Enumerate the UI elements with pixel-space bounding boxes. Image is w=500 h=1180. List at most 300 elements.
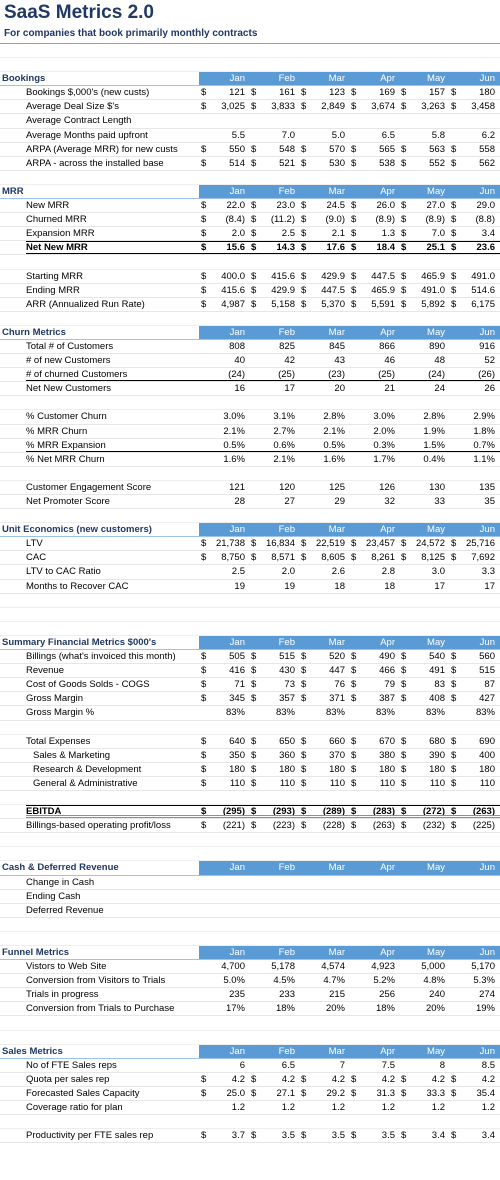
cell-value-mar[interactable]: 845 (329, 340, 345, 352)
cell-value-apr[interactable]: 4,923 (371, 961, 395, 973)
cell-value-may[interactable]: 8 (439, 1059, 445, 1071)
cell-value-may[interactable]: 465.9 (421, 270, 445, 282)
cell-value-feb[interactable]: 415.6 (271, 270, 295, 282)
cell-value-may[interactable]: 24 (434, 383, 445, 395)
cell-value-jan[interactable]: 16 (234, 383, 245, 395)
cell-value-feb[interactable]: 3.1% (273, 411, 295, 423)
cell-value-may[interactable]: (24) (428, 369, 445, 381)
cell-value-feb[interactable]: 17 (284, 383, 295, 395)
cell-value-may[interactable]: 3.4 (431, 1130, 445, 1142)
cell-value-apr[interactable]: 32 (384, 496, 395, 507)
cell-value-feb[interactable]: 180 (279, 763, 295, 775)
cell-value-jan[interactable]: 505 (229, 651, 245, 663)
cell-value-may[interactable]: 110 (429, 777, 445, 789)
cell-value-apr[interactable]: 2.0% (373, 425, 395, 437)
cell-value-jun[interactable]: 110 (479, 777, 495, 789)
cell-value-feb[interactable]: 825 (279, 340, 295, 352)
cell-value-feb[interactable]: 233 (279, 989, 295, 1001)
cell-value-jun[interactable]: 5,170 (471, 961, 495, 973)
cell-value-apr[interactable]: 169 (379, 87, 395, 99)
cell-value-mar[interactable]: 215 (329, 989, 345, 1001)
cell-value-mar[interactable]: 0.5% (323, 439, 345, 451)
cell-value-may[interactable]: 130 (429, 481, 445, 493)
cell-value-mar[interactable]: 20 (334, 383, 345, 395)
cell-value-feb[interactable]: 521 (279, 157, 295, 169)
cell-value-apr[interactable] (357, 114, 395, 128)
cell-value-mar[interactable]: (9.0) (325, 214, 345, 226)
cell-value-jan[interactable]: 2.1% (223, 425, 245, 437)
cell-value-may[interactable]: 17 (434, 580, 445, 592)
cell-value-jan[interactable]: 3.7 (231, 1130, 245, 1142)
cell-value-jun[interactable]: 17 (484, 580, 495, 592)
cell-value-jan[interactable]: 8,750 (221, 552, 245, 564)
cell-value-jan[interactable]: 28 (234, 496, 245, 507)
cell-value-apr[interactable]: 18 (384, 580, 395, 592)
cell-value-jun[interactable]: 135 (479, 481, 495, 493)
cell-value-jun[interactable]: 1.1% (473, 453, 495, 465)
cell-value-apr[interactable]: 7.5 (381, 1059, 395, 1071)
cell-value-jan[interactable] (207, 904, 245, 918)
cell-value-mar[interactable] (307, 114, 345, 128)
cell-value-may[interactable]: 180 (429, 763, 445, 775)
cell-value-feb[interactable]: 515 (279, 651, 295, 663)
cell-value-jun[interactable]: 29.0 (476, 200, 495, 212)
cell-value-jan[interactable]: 4,987 (221, 298, 245, 310)
cell-value-mar[interactable]: 1.2 (331, 1102, 345, 1114)
cell-value-jan[interactable]: 1.6% (223, 453, 245, 465)
cell-value-mar[interactable]: 22,519 (315, 538, 345, 550)
cell-value-jan[interactable]: 640 (229, 735, 245, 747)
cell-value-jun[interactable]: 4.2 (481, 1073, 495, 1085)
cell-value-apr[interactable]: (263) (372, 820, 395, 832)
cell-value-mar[interactable]: 17.6 (326, 242, 345, 254)
cell-value-may[interactable]: 1.2 (431, 1102, 445, 1114)
cell-value-jan[interactable]: 22.0 (226, 200, 245, 212)
cell-value-jun[interactable] (457, 114, 495, 128)
cell-value-mar[interactable]: 1.6% (323, 453, 345, 465)
cell-value-jan[interactable]: 121 (229, 87, 245, 99)
cell-value-may[interactable]: 1.9% (423, 425, 445, 437)
cell-value-mar[interactable]: 7 (339, 1059, 345, 1071)
cell-value-mar[interactable]: 447 (329, 665, 345, 677)
cell-value-jun[interactable]: 558 (479, 143, 495, 155)
cell-value-jun[interactable]: 87 (484, 679, 495, 691)
cell-value-mar[interactable]: 24.5 (326, 200, 345, 212)
cell-value-may[interactable]: 4.2 (431, 1073, 445, 1085)
cell-value-jun[interactable]: 274 (479, 989, 495, 1001)
cell-value-mar[interactable]: 43 (334, 355, 345, 367)
cell-value-mar[interactable]: 2.1% (323, 425, 345, 437)
cell-value-feb[interactable]: 23.0 (276, 200, 295, 212)
cell-value-feb[interactable]: 73 (284, 679, 295, 691)
cell-value-apr[interactable]: (25) (378, 369, 395, 381)
cell-value-may[interactable] (407, 890, 445, 904)
cell-value-apr[interactable]: 0.3% (373, 439, 395, 451)
cell-value-mar[interactable]: 110 (329, 777, 345, 789)
cell-value-feb[interactable]: 650 (279, 735, 295, 747)
cell-value-jun[interactable]: 3.4 (481, 1130, 495, 1142)
cell-value-jan[interactable]: 21,738 (215, 538, 245, 550)
cell-value-may[interactable]: 552 (429, 157, 445, 169)
cell-value-mar[interactable]: 5.0 (331, 129, 345, 141)
cell-value-mar[interactable]: 370 (329, 749, 345, 761)
cell-value-apr[interactable]: 46 (384, 355, 395, 367)
cell-value-jan[interactable]: 345 (229, 693, 245, 705)
cell-value-jan[interactable]: 3,025 (221, 101, 245, 113)
cell-value-feb[interactable]: 360 (279, 749, 295, 761)
cell-value-apr[interactable] (357, 876, 395, 890)
cell-value-may[interactable] (407, 904, 445, 918)
cell-value-feb[interactable]: 2.7% (273, 425, 295, 437)
cell-value-feb[interactable]: 110 (279, 777, 295, 789)
cell-value-feb[interactable]: (293) (272, 806, 295, 818)
cell-value-jun[interactable]: 427 (479, 693, 495, 705)
cell-value-feb[interactable]: 19 (284, 580, 295, 592)
cell-value-jun[interactable]: 1.2 (481, 1102, 495, 1114)
cell-value-jun[interactable] (457, 890, 495, 904)
cell-value-apr[interactable]: 3,674 (371, 101, 395, 113)
cell-value-jan[interactable]: 4,700 (221, 961, 245, 973)
cell-value-may[interactable]: 240 (429, 989, 445, 1001)
cell-value-apr[interactable]: 110 (379, 777, 395, 789)
cell-value-jun[interactable] (457, 876, 495, 890)
cell-value-feb[interactable]: 3,833 (271, 101, 295, 113)
cell-value-mar[interactable]: 520 (329, 651, 345, 663)
cell-value-apr[interactable]: 1.3 (381, 228, 395, 240)
cell-value-may[interactable]: 491 (429, 665, 445, 677)
cell-value-jun[interactable]: 8.5 (481, 1059, 495, 1071)
cell-value-jan[interactable]: 6 (239, 1059, 245, 1071)
cell-value-mar[interactable]: 2.6 (331, 566, 345, 578)
cell-value-mar[interactable]: 530 (329, 157, 345, 169)
cell-value-mar[interactable]: (289) (322, 806, 345, 818)
cell-value-jun[interactable]: 83% (475, 707, 495, 719)
cell-value-apr[interactable]: 2.8 (381, 566, 395, 578)
cell-value-mar[interactable]: 76 (334, 679, 345, 691)
cell-value-jan[interactable]: (8.4) (225, 214, 245, 226)
cell-value-jan[interactable]: 416 (229, 665, 245, 677)
cell-value-mar[interactable] (307, 904, 345, 918)
cell-value-jun[interactable]: 514.6 (471, 284, 495, 296)
cell-value-may[interactable]: 1.5% (423, 439, 445, 451)
cell-value-jun[interactable]: 6,175 (471, 298, 495, 310)
cell-value-feb[interactable]: (223) (272, 820, 295, 832)
cell-value-feb[interactable]: (11.2) (270, 214, 295, 226)
cell-value-jan[interactable]: 3.0% (223, 411, 245, 423)
cell-value-may[interactable]: 27.0 (426, 200, 445, 212)
cell-value-apr[interactable]: 256 (379, 989, 395, 1001)
cell-value-mar[interactable]: 29 (334, 496, 345, 507)
cell-value-jun[interactable] (457, 904, 495, 918)
cell-value-feb[interactable]: 83% (275, 707, 295, 719)
cell-value-feb[interactable]: 6.5 (281, 1059, 295, 1071)
cell-value-jan[interactable]: (24) (228, 369, 245, 381)
cell-value-jan[interactable]: 415.6 (221, 284, 245, 296)
cell-value-jun[interactable]: (225) (472, 820, 495, 832)
cell-value-feb[interactable]: 1.2 (281, 1102, 295, 1114)
cell-value-feb[interactable]: 5,158 (271, 298, 295, 310)
cell-value-jan[interactable]: 514 (229, 157, 245, 169)
cell-value-mar[interactable]: 180 (329, 763, 345, 775)
cell-value-may[interactable]: 563 (429, 143, 445, 155)
cell-value-feb[interactable]: 357 (279, 693, 295, 705)
cell-value-may[interactable]: 890 (429, 340, 445, 352)
cell-value-feb[interactable]: 42 (284, 355, 295, 367)
cell-value-apr[interactable]: 465.9 (371, 284, 395, 296)
cell-value-jan[interactable]: 5.5 (231, 129, 245, 141)
cell-value-mar[interactable]: 4,574 (321, 961, 345, 973)
cell-value-mar[interactable]: (23) (328, 369, 345, 381)
cell-value-feb[interactable]: 2.0 (281, 566, 295, 578)
cell-value-jun[interactable]: 690 (479, 735, 495, 747)
cell-value-jan[interactable]: 83% (225, 707, 245, 719)
cell-value-apr[interactable]: 5,591 (371, 298, 395, 310)
cell-value-jun[interactable]: 35.4 (476, 1087, 495, 1099)
cell-value-apr[interactable]: 380 (379, 749, 395, 761)
cell-value-feb[interactable]: 2.5 (281, 228, 295, 240)
cell-value-may[interactable]: 680 (429, 735, 445, 747)
cell-value-may[interactable]: 3.0 (431, 566, 445, 578)
cell-value-mar[interactable]: 429.9 (321, 270, 345, 282)
cell-value-jun[interactable]: 52 (484, 355, 495, 367)
cell-value-may[interactable]: 491.0 (421, 284, 445, 296)
cell-value-jun[interactable]: 3.3 (481, 566, 495, 578)
cell-value-apr[interactable]: 180 (379, 763, 395, 775)
cell-value-jan[interactable]: 0.5% (223, 439, 245, 451)
cell-value-jan[interactable] (207, 876, 245, 890)
cell-value-jun[interactable]: 6.2 (481, 129, 495, 141)
cell-value-may[interactable]: 33.3 (426, 1087, 445, 1099)
cell-value-feb[interactable]: 7.0 (281, 129, 295, 141)
cell-value-mar[interactable] (307, 876, 345, 890)
cell-value-apr[interactable]: 8,261 (371, 552, 395, 564)
cell-value-jan[interactable]: 4.2 (231, 1073, 245, 1085)
cell-value-apr[interactable]: 565 (379, 143, 395, 155)
cell-value-apr[interactable]: 83% (375, 707, 395, 719)
cell-value-jun[interactable]: 23.6 (476, 242, 495, 254)
cell-value-may[interactable]: 7.0 (431, 228, 445, 240)
cell-value-apr[interactable] (357, 890, 395, 904)
cell-value-jan[interactable]: 40 (234, 355, 245, 367)
cell-value-may[interactable]: 48 (434, 355, 445, 367)
cell-value-mar[interactable]: 5,370 (321, 298, 345, 310)
cell-value-mar[interactable]: 8,605 (321, 552, 345, 564)
cell-value-apr[interactable]: 1.7% (373, 453, 395, 465)
cell-value-apr[interactable]: 670 (379, 735, 395, 747)
cell-value-mar[interactable]: 83% (325, 707, 345, 719)
cell-value-jun[interactable]: 25,716 (465, 538, 495, 550)
cell-value-feb[interactable]: 120 (279, 481, 295, 493)
cell-value-feb[interactable] (257, 114, 295, 128)
cell-value-jun[interactable]: 3,458 (471, 101, 495, 113)
cell-value-feb[interactable]: 27.1 (276, 1087, 295, 1099)
cell-value-apr[interactable]: 6.5 (381, 129, 395, 141)
cell-value-may[interactable]: 8,125 (421, 552, 445, 564)
cell-value-mar[interactable]: 2,849 (321, 101, 345, 113)
cell-value-jun[interactable]: 19% (475, 1003, 495, 1015)
cell-value-jun[interactable]: 560 (479, 651, 495, 663)
cell-value-may[interactable]: 540 (429, 651, 445, 663)
cell-value-jan[interactable]: 121 (229, 481, 245, 493)
cell-value-jun[interactable]: (8.8) (475, 214, 495, 226)
cell-value-may[interactable]: 157 (429, 87, 445, 99)
cell-value-feb[interactable]: 429.9 (271, 284, 295, 296)
cell-value-apr[interactable]: 23,457 (365, 538, 395, 550)
cell-value-may[interactable]: 25.1 (426, 242, 445, 254)
cell-value-feb[interactable]: 161 (279, 87, 295, 99)
cell-value-jan[interactable]: 550 (229, 143, 245, 155)
cell-value-may[interactable]: 0.4% (423, 453, 445, 465)
cell-value-jun[interactable]: 2.9% (473, 411, 495, 423)
cell-value-mar[interactable]: 447.5 (321, 284, 345, 296)
cell-value-may[interactable]: 5,892 (421, 298, 445, 310)
cell-value-jun[interactable]: 916 (479, 340, 495, 352)
cell-value-apr[interactable]: 387 (379, 693, 395, 705)
cell-value-mar[interactable]: 660 (329, 735, 345, 747)
cell-value-may[interactable]: (272) (422, 806, 445, 818)
cell-value-apr[interactable]: 26.0 (376, 200, 395, 212)
cell-value-jan[interactable]: 235 (229, 989, 245, 1001)
cell-value-apr[interactable]: 18% (375, 1003, 395, 1015)
cell-value-jun[interactable]: 35 (484, 496, 495, 507)
cell-value-jun[interactable]: (26) (478, 369, 495, 381)
cell-value-apr[interactable]: 447.5 (371, 270, 395, 282)
cell-value-apr[interactable]: 3.0% (373, 411, 395, 423)
cell-value-apr[interactable]: 18.4 (376, 242, 395, 254)
cell-value-jun[interactable]: (263) (472, 806, 495, 818)
cell-value-apr[interactable]: 1.2 (381, 1102, 395, 1114)
cell-value-jan[interactable]: 25.0 (226, 1087, 245, 1099)
cell-value-jun[interactable]: 26 (484, 383, 495, 395)
cell-value-may[interactable]: 83% (425, 707, 445, 719)
cell-value-may[interactable]: 2.8% (423, 411, 445, 423)
cell-value-jun[interactable]: 562 (479, 157, 495, 169)
cell-value-jan[interactable]: 110 (229, 777, 245, 789)
cell-value-may[interactable]: 5.8 (431, 129, 445, 141)
cell-value-jun[interactable]: 3.4 (481, 228, 495, 240)
cell-value-jun[interactable]: 180 (479, 87, 495, 99)
cell-value-jan[interactable]: 17% (225, 1003, 245, 1015)
cell-value-jan[interactable] (207, 890, 245, 904)
cell-value-mar[interactable]: 2.8% (323, 411, 345, 423)
cell-value-feb[interactable]: 18% (275, 1003, 295, 1015)
cell-value-apr[interactable]: 466 (379, 665, 395, 677)
cell-value-feb[interactable]: 14.3 (276, 242, 295, 254)
cell-value-jun[interactable]: 515 (479, 665, 495, 677)
cell-value-may[interactable]: 33 (434, 496, 445, 507)
cell-value-may[interactable]: 3,263 (421, 101, 445, 113)
cell-value-apr[interactable]: 79 (384, 679, 395, 691)
cell-value-may[interactable]: (232) (422, 820, 445, 832)
cell-value-feb[interactable]: 5,178 (271, 961, 295, 973)
cell-value-jan[interactable]: 808 (229, 340, 245, 352)
cell-value-feb[interactable]: 4.5% (273, 975, 295, 987)
cell-value-may[interactable]: 20% (425, 1003, 445, 1015)
cell-value-feb[interactable]: 8,571 (271, 552, 295, 564)
cell-value-jan[interactable]: 19 (234, 580, 245, 592)
cell-value-feb[interactable] (257, 876, 295, 890)
cell-value-apr[interactable]: 866 (379, 340, 395, 352)
cell-value-feb[interactable]: 4.2 (281, 1073, 295, 1085)
cell-value-mar[interactable]: 29.2 (326, 1087, 345, 1099)
cell-value-mar[interactable] (307, 890, 345, 904)
cell-value-feb[interactable]: 548 (279, 143, 295, 155)
cell-value-jun[interactable]: 5.3% (473, 975, 495, 987)
cell-value-may[interactable]: 5,000 (421, 961, 445, 973)
cell-value-may[interactable]: 24,572 (415, 538, 445, 550)
cell-value-mar[interactable]: 123 (329, 87, 345, 99)
cell-value-feb[interactable]: 16,834 (265, 538, 295, 550)
cell-value-apr[interactable] (357, 904, 395, 918)
cell-value-may[interactable] (407, 114, 445, 128)
cell-value-feb[interactable]: (25) (278, 369, 295, 381)
cell-value-jun[interactable]: 491.0 (471, 270, 495, 282)
cell-value-jan[interactable]: 2.5 (231, 566, 245, 578)
cell-value-jan[interactable]: 71 (234, 679, 245, 691)
cell-value-may[interactable]: 83 (434, 679, 445, 691)
cell-value-mar[interactable]: 3.5 (331, 1130, 345, 1142)
cell-value-jan[interactable] (207, 114, 245, 128)
cell-value-feb[interactable]: 27 (284, 496, 295, 507)
cell-value-apr[interactable]: 5.2% (373, 975, 395, 987)
cell-value-feb[interactable] (257, 904, 295, 918)
cell-value-mar[interactable]: 18 (334, 580, 345, 592)
cell-value-may[interactable]: 390 (429, 749, 445, 761)
cell-value-jun[interactable]: 0.7% (473, 439, 495, 451)
cell-value-mar[interactable]: (228) (322, 820, 345, 832)
cell-value-mar[interactable]: 2.1 (331, 228, 345, 240)
cell-value-jan[interactable]: 15.6 (226, 242, 245, 254)
cell-value-apr[interactable]: (283) (372, 806, 395, 818)
cell-value-mar[interactable]: 20% (325, 1003, 345, 1015)
cell-value-mar[interactable]: 371 (329, 693, 345, 705)
cell-value-feb[interactable]: 3.5 (281, 1130, 295, 1142)
cell-value-may[interactable]: 4.8% (423, 975, 445, 987)
cell-value-may[interactable]: 408 (429, 693, 445, 705)
cell-value-mar[interactable]: 4.7% (323, 975, 345, 987)
cell-value-jan[interactable]: 1.2 (231, 1102, 245, 1114)
cell-value-apr[interactable]: 31.3 (376, 1087, 395, 1099)
cell-value-jan[interactable]: 5.0% (223, 975, 245, 987)
cell-value-apr[interactable]: 3.5 (381, 1130, 395, 1142)
cell-value-feb[interactable] (257, 890, 295, 904)
cell-value-jun[interactable]: 7,692 (471, 552, 495, 564)
cell-value-apr[interactable]: (8.9) (375, 214, 395, 226)
cell-value-feb[interactable]: 2.1% (273, 453, 295, 465)
cell-value-mar[interactable]: 125 (329, 481, 345, 493)
cell-value-mar[interactable]: 570 (329, 143, 345, 155)
cell-value-jan[interactable]: 180 (229, 763, 245, 775)
cell-value-apr[interactable]: 21 (384, 383, 395, 395)
cell-value-apr[interactable]: 490 (379, 651, 395, 663)
cell-value-feb[interactable]: 0.6% (273, 439, 295, 451)
cell-value-may[interactable] (407, 876, 445, 890)
cell-value-may[interactable]: (8.9) (425, 214, 445, 226)
cell-value-jan[interactable]: 400.0 (221, 270, 245, 282)
cell-value-mar[interactable]: 4.2 (331, 1073, 345, 1085)
cell-value-jun[interactable]: 1.8% (473, 425, 495, 437)
cell-value-jun[interactable]: 180 (479, 763, 495, 775)
cell-value-feb[interactable]: 430 (279, 665, 295, 677)
cell-value-jan[interactable]: 2.0 (231, 228, 245, 240)
cell-value-jan[interactable]: (221) (222, 820, 245, 832)
cell-value-apr[interactable]: 126 (379, 481, 395, 493)
cell-value-jan[interactable]: (295) (222, 806, 245, 818)
cell-value-apr[interactable]: 4.2 (381, 1073, 395, 1085)
cell-value-jun[interactable]: 400 (479, 749, 495, 761)
cell-value-apr[interactable]: 538 (379, 157, 395, 169)
cell-value-jan[interactable]: 350 (229, 749, 245, 761)
